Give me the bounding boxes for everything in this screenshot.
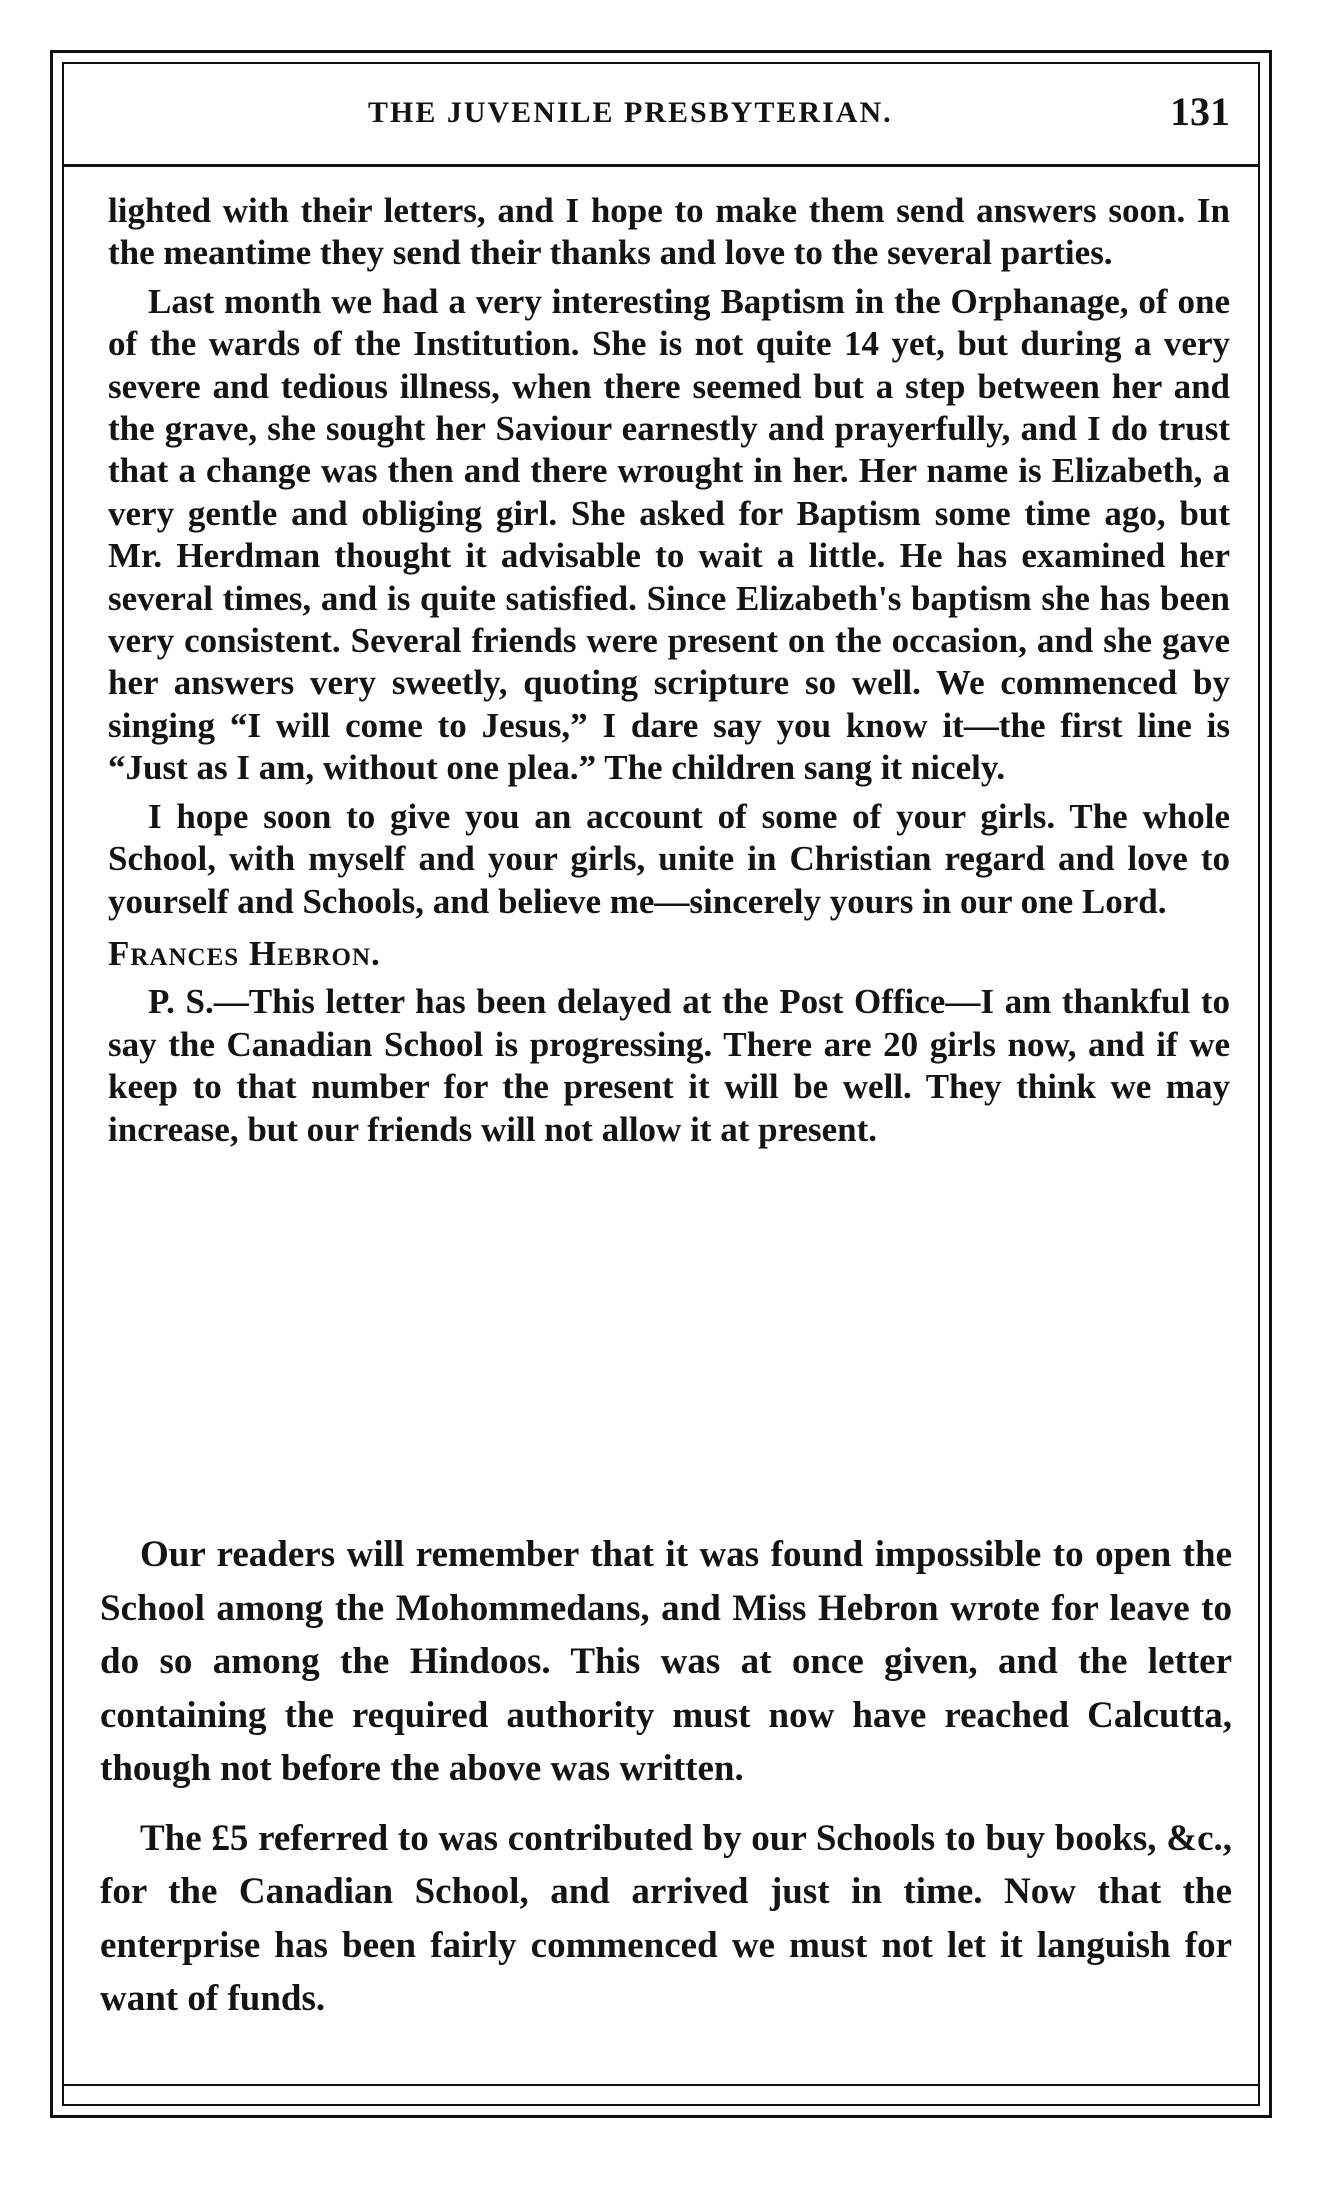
editorial-paragraph: Our readers will remember that it was found impossible to open the School among the Mohommedans, and Miss Hebron wrote for leave to do so among the Hindoos. This was at once given, and the letter containing the required authority must now have reached Calcutta, though not before the above was written. (100, 1534, 1232, 1789)
letter-paragraph: Last month we had a very interesting Baptism in the Orphanage, of one of the wards of the Institution. She is not quite 14 yet, but during a very severe and tedious illness, when there seemed but a step between her and the grave, she sought her Saviour earnestly and prayerfully, and I do trust that a change was then and there wrought in her. Her name is Elizabeth, a very gentle and obliging girl. She asked for Baptism some time ago, but Mr. Herdman thought it advisable to wait a little. He has examined her several times, and is quite satisfied. Since Elizabeth's baptism she has been very consistent. Several friends were present on the occasion, and she gave her answers very sweetly, quoting scripture so well. We commenced by singing “I will come to Jesus,” I dare say you know it—the first line is “Just as I am, without one plea.” The children sang it nicely. (108, 281, 1230, 788)
editorial-notes (100, 1528, 1232, 2026)
letter-paragraph: lighted with their letters, and I hope to make them send answers soon. In the meantime they send their thanks and love to the several parties. (108, 191, 1230, 273)
letter-body (108, 190, 1230, 1151)
running-title: THE JUVENILE PRESBYTERIAN. (368, 96, 893, 129)
page-header (100, 88, 1230, 148)
header-rule (62, 164, 1260, 167)
letter-signature: Frances Hebron. (108, 933, 381, 973)
letter-paragraph: I hope soon to give you an account of some of your girls. The whole School, with myself and your girls, unite in Christian regard and love to yourself and Schools, and believe me—sincerely yours in our one Lord. (108, 796, 1230, 921)
bottom-rule (62, 2084, 1260, 2086)
page-number: 131 (1170, 89, 1230, 134)
editorial-paragraph: The £5 referred to was contributed by our Schools to buy books, &c., for the Canadian School, and arrived just in time. Now that the enterprise has been fairly commenced we must not let it languish for want of funds. (100, 1817, 1232, 2019)
letter-postscript: P. S.—This letter has been delayed at the Post Office—I am thankful to say the Canadian School is progressing. There are 20 girls now, and if we keep to that number for the present it will be well. They think we may increase, but our friends will not allow it at present. (108, 982, 1230, 1149)
